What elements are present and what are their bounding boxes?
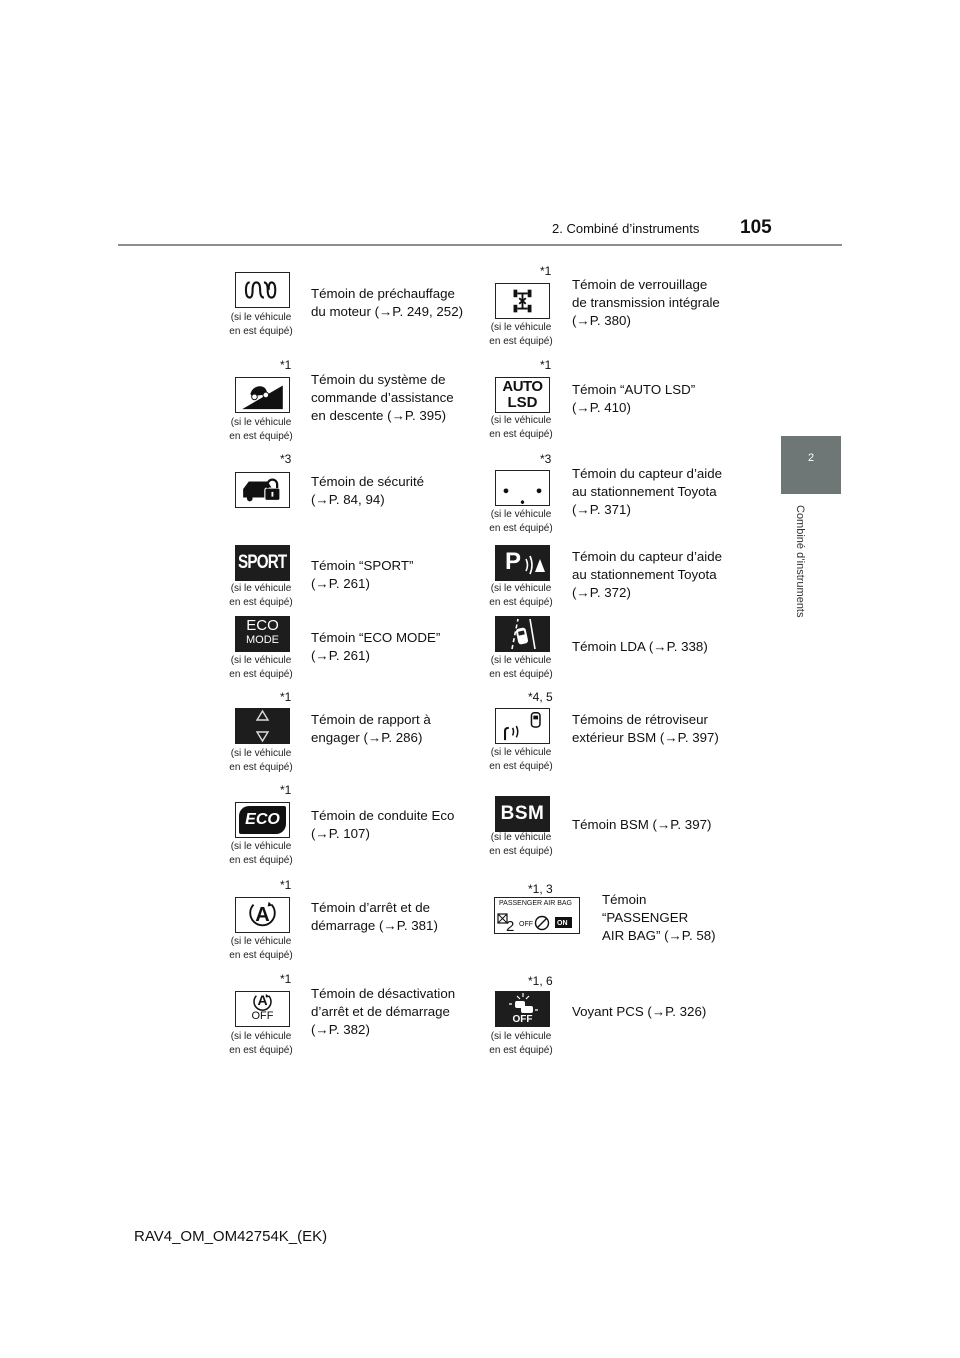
auto-lsd-icon-text2: LSD xyxy=(507,394,538,411)
indicator-description xyxy=(311,807,481,843)
desc-line: Témoin LDA (→P. 338) xyxy=(572,639,708,654)
equip-note xyxy=(226,1030,296,1058)
equip-note-line2: en est équipé) xyxy=(489,1045,553,1056)
bsm-icon-text: BSM xyxy=(500,803,545,824)
document-code: RAV4_OM_OM42754K_(EK) xyxy=(134,1228,328,1245)
header-divider xyxy=(118,244,842,246)
desc-line: (→P. 261) xyxy=(311,576,370,591)
desc-line: Témoin de verrouillage xyxy=(572,277,708,292)
desc-line: de transmission intégrale xyxy=(572,295,720,310)
pcs-icon-text: OFF xyxy=(512,1014,533,1025)
eco-mode-icon xyxy=(235,616,290,652)
eco-mode-icon-text2: MODE xyxy=(246,634,279,646)
equip-note-line1: (si le véhicule xyxy=(490,1031,552,1042)
desc-line: démarrage (→P. 381) xyxy=(311,918,438,933)
equip-note xyxy=(486,1030,556,1058)
equip-note-line1: (si le véhicule xyxy=(490,509,552,520)
equip-note-line2: en est équipé) xyxy=(229,431,293,442)
equip-note xyxy=(226,311,296,339)
stop-start-off-icon-text: A xyxy=(257,992,268,1008)
indicator-description xyxy=(572,638,742,656)
equip-note-line1: (si le véhicule xyxy=(230,936,292,947)
equip-note-line2: en est équipé) xyxy=(229,597,293,608)
footnote-marker: *1, 6 xyxy=(528,974,553,988)
parking-sensor-p-icon xyxy=(495,545,550,581)
page-number: 105 xyxy=(740,217,772,238)
equip-note xyxy=(226,840,296,868)
desc-line: Témoin du système de xyxy=(311,372,446,387)
desc-line: au stationnement Toyota xyxy=(572,567,717,582)
desc-line: Témoin de désactivation xyxy=(311,986,456,1001)
glow-plug-icon xyxy=(235,272,290,308)
bsm-icon xyxy=(495,796,550,832)
equip-note xyxy=(226,747,296,775)
footnote-marker: *1, 3 xyxy=(528,882,553,896)
footnote-marker: *3 xyxy=(280,452,292,466)
eco-driving-icon-text: ECO xyxy=(239,806,286,834)
equip-note xyxy=(486,321,556,349)
equip-note-line1: (si le véhicule xyxy=(490,583,552,594)
equip-note xyxy=(486,654,556,682)
footnote-marker: *1 xyxy=(280,690,292,704)
equip-note-line1: (si le véhicule xyxy=(230,1031,292,1042)
downhill-assist-icon xyxy=(235,377,290,413)
desc-line: (→P. 371) xyxy=(572,502,631,517)
desc-line: (→P. 410) xyxy=(572,400,631,415)
desc-line: Témoin de rapport à xyxy=(311,712,431,727)
passenger-airbag-off-text: OFF xyxy=(519,921,533,928)
indicator-description xyxy=(311,899,481,935)
footnote-marker: *1 xyxy=(540,358,552,372)
indicator-description xyxy=(572,276,742,330)
equip-note-line1: (si le véhicule xyxy=(230,417,292,428)
lda-icon xyxy=(495,616,550,652)
equip-note-line2: en est équipé) xyxy=(489,523,553,534)
equip-note-line1: (si le véhicule xyxy=(230,841,292,852)
passenger-airbag-icon-text: PASSENGER AIR BAG xyxy=(499,900,573,907)
security-icon xyxy=(235,472,290,508)
desc-line: Témoin xyxy=(602,892,647,907)
passenger-airbag-on-text: ON xyxy=(557,920,568,927)
equip-note-line2: en est équipé) xyxy=(229,950,293,961)
indicator-description xyxy=(602,891,772,945)
equip-note-line2: en est équipé) xyxy=(229,1045,293,1056)
bsm-mirror-icon xyxy=(495,708,550,744)
desc-line: commande d’assistance xyxy=(311,390,454,405)
equip-note-line1: (si le véhicule xyxy=(230,748,292,759)
footnote-marker: *1 xyxy=(280,972,292,986)
equip-note-line2: en est équipé) xyxy=(489,669,553,680)
footnote-marker: *1 xyxy=(280,783,292,797)
desc-line: (→P. 261) xyxy=(311,648,370,663)
passenger-airbag-icon: PASSENGER AIR BAG 2 OFF ON xyxy=(494,897,580,934)
shift-indicator-icon xyxy=(235,708,290,744)
footnote-marker: *1 xyxy=(280,878,292,892)
desc-line: Témoin de sécurité xyxy=(311,474,425,489)
equip-note xyxy=(486,414,556,442)
footnote-marker: *3 xyxy=(540,452,552,466)
pcs-icon xyxy=(495,991,550,1027)
desc-line: en descente (→P. 395) xyxy=(311,408,447,423)
indicator-description xyxy=(311,711,481,747)
desc-line: Témoin “ECO MODE” xyxy=(311,630,441,645)
footnote-marker: *1 xyxy=(280,358,292,372)
equip-note xyxy=(226,582,296,610)
chapter-tab-number: 2 xyxy=(807,452,815,464)
chapter-tab xyxy=(781,436,841,494)
equip-note xyxy=(486,746,556,774)
desc-line: (→P. 372) xyxy=(572,585,631,600)
desc-line: engager (→P. 286) xyxy=(311,730,423,745)
equip-note-line1: (si le véhicule xyxy=(230,312,292,323)
equip-note-line2: en est équipé) xyxy=(489,336,553,347)
desc-line: Témoin BSM (→P. 397) xyxy=(572,817,712,832)
auto-lsd-icon xyxy=(495,377,550,413)
indicator-description xyxy=(572,1003,742,1021)
desc-line: Témoin du capteur d’aide xyxy=(572,549,723,564)
sport-icon xyxy=(235,545,290,581)
desc-line: extérieur BSM (→P. 397) xyxy=(572,730,719,745)
desc-line: (→P. 84, 94) xyxy=(311,492,385,507)
equip-note-line2: en est équipé) xyxy=(489,597,553,608)
desc-line: “PASSENGER xyxy=(602,910,689,925)
desc-line: (→P. 382) xyxy=(311,1022,370,1037)
equip-note xyxy=(486,831,556,859)
chapter-side-label: Combiné d’instruments xyxy=(794,505,806,618)
eco-driving-icon xyxy=(235,802,290,838)
indicator-description xyxy=(311,473,481,509)
desc-line: Témoin du capteur d’aide xyxy=(572,466,723,481)
equip-note-line1: (si le véhicule xyxy=(490,415,552,426)
indicator-description xyxy=(572,816,742,834)
equip-note xyxy=(226,654,296,682)
equip-note-line2: en est équipé) xyxy=(489,846,553,857)
footnote-marker: *1 xyxy=(540,264,552,278)
equip-note xyxy=(486,582,556,610)
auto-lsd-icon-text1: AUTO xyxy=(502,378,543,395)
desc-line: Témoin de préchauffage xyxy=(311,286,455,301)
equip-note xyxy=(486,508,556,536)
indicator-description xyxy=(311,371,481,425)
stop-start-off-icon xyxy=(235,991,290,1027)
equip-note-line2: en est équipé) xyxy=(229,669,293,680)
desc-line: Témoin d’arrêt et de xyxy=(311,900,430,915)
indicator-description xyxy=(572,711,742,747)
desc-line: Témoin “SPORT” xyxy=(311,558,414,573)
indicator-description xyxy=(311,985,481,1039)
awd-lock-icon xyxy=(495,283,550,319)
equip-note-line2: en est équipé) xyxy=(489,429,553,440)
indicator-description xyxy=(572,465,742,519)
equip-note-line1: (si le véhicule xyxy=(490,655,552,666)
stop-start-icon-text: A xyxy=(255,904,270,926)
equip-note-line1: (si le véhicule xyxy=(230,583,292,594)
equip-note-line2: en est équipé) xyxy=(229,762,293,773)
desc-line: au stationnement Toyota xyxy=(572,484,717,499)
equip-note-line2: en est équipé) xyxy=(229,326,293,337)
desc-line: Voyant PCS (→P. 326) xyxy=(572,1004,707,1019)
section-title: 2. Combiné d’instruments xyxy=(552,221,700,236)
equip-note-line1: (si le véhicule xyxy=(490,747,552,758)
equip-note-line1: (si le véhicule xyxy=(230,655,292,666)
stop-start-icon xyxy=(235,897,290,933)
desc-line: Témoins de rétroviseur xyxy=(572,712,708,727)
desc-line: du moteur (→P. 249, 252) xyxy=(311,304,464,319)
eco-mode-icon-text1: ECO xyxy=(246,617,279,634)
footnote-marker: *4, 5 xyxy=(528,690,553,704)
equip-note-line2: en est équipé) xyxy=(229,855,293,866)
desc-line: (→P. 380) xyxy=(572,313,631,328)
indicator-description xyxy=(311,629,481,665)
indicator-description xyxy=(311,557,481,593)
equip-note-line2: en est équipé) xyxy=(489,761,553,772)
equip-note xyxy=(226,416,296,444)
sport-icon-text: SPORT xyxy=(238,552,287,573)
equip-note-line1: (si le véhicule xyxy=(490,832,552,843)
desc-line: AIR BAG” (→P. 58) xyxy=(602,928,716,943)
desc-line: d’arrêt et de démarrage xyxy=(311,1004,450,1019)
desc-line: Témoin “AUTO LSD” xyxy=(572,382,696,397)
equip-note xyxy=(226,935,296,963)
parking-sensor-p-icon-text: P xyxy=(505,548,522,575)
equip-note-line1: (si le véhicule xyxy=(490,322,552,333)
indicator-description xyxy=(572,381,742,417)
indicator-description xyxy=(311,285,481,321)
parking-sensor-icon xyxy=(495,470,550,506)
indicator-description xyxy=(572,548,742,602)
stop-start-off-icon-off-text: OFF xyxy=(251,1010,274,1022)
desc-line: (→P. 107) xyxy=(311,826,370,841)
desc-line: Témoin de conduite Eco xyxy=(311,808,455,823)
